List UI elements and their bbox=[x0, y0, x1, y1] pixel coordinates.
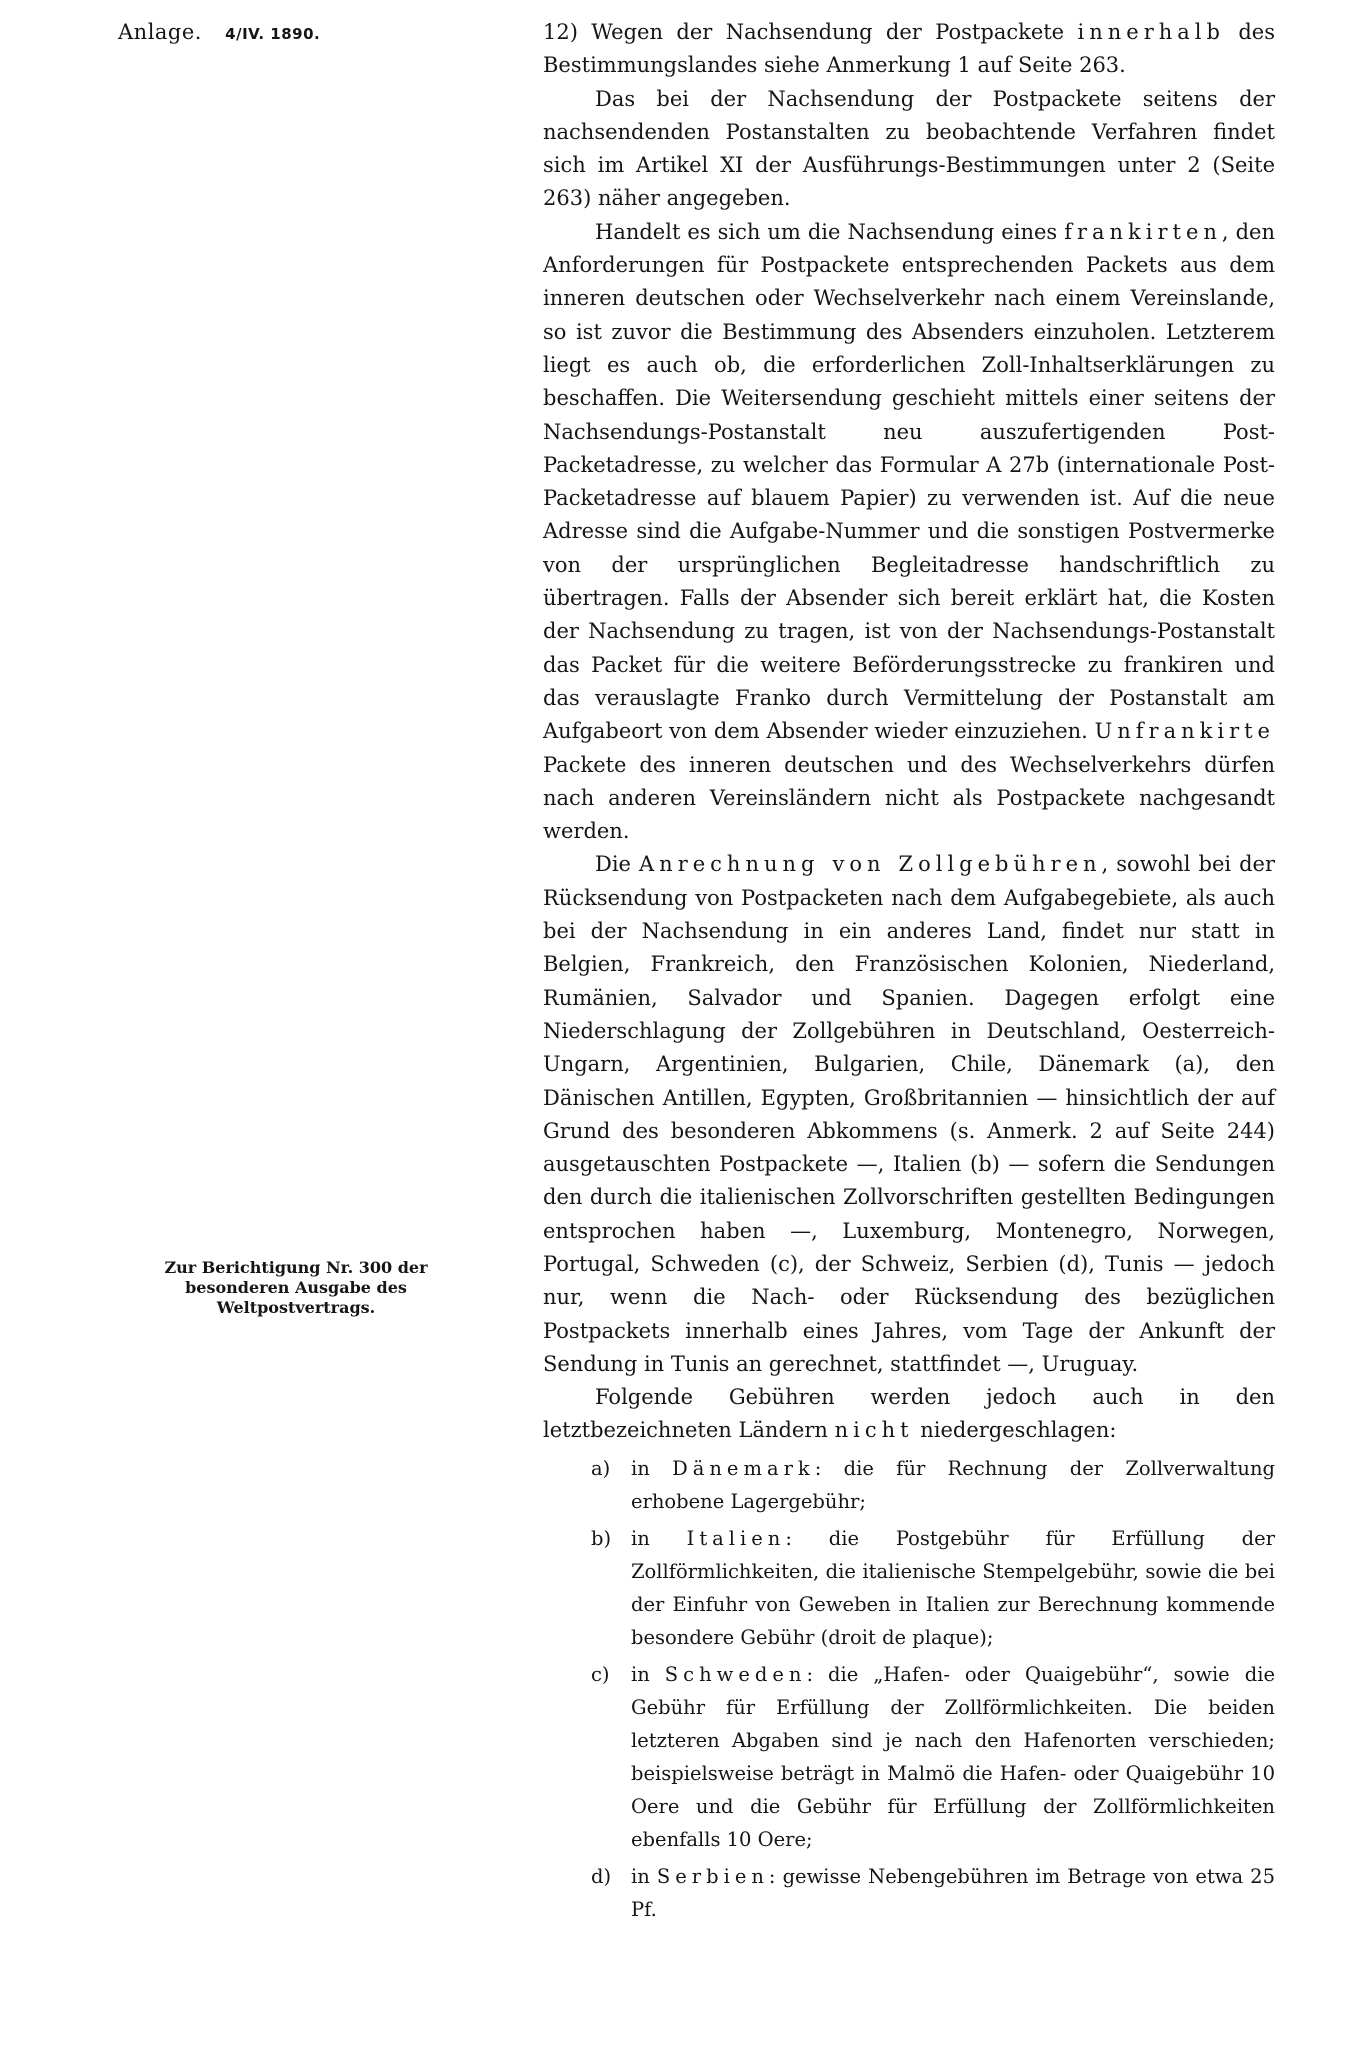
paragraph-1-emphasis: innerhalb bbox=[1077, 20, 1225, 44]
paragraph-1 bbox=[543, 16, 1275, 83]
list-country: Schweden bbox=[664, 1662, 807, 1686]
paragraph-4-text-c: , sowohl bei der Rücksendung von Postpacketen nach dem Aufgabegebiete, als auch bei der Nachsendung in ein anderes Land, findet nur statt in Belgien, Frankreich, den Französischen Kolonien, Niederland, Rumänien, Salvador und Spanien. Dagegen erfolgt eine Niederschlagung der Zollgebühren in Deutschland, Oesterreich-Ungarn, Argentinien, Bulgarien, Chile, Dänemark (a), den Dänischen Antillen, Egypten, Großbritannien — hinsichtlich der auf Grund des besonderen Abkommens (s. Anmerk. 2 auf Seite 244) ausgetauschten Postpackete —, Italien (b) — sofern die Sendungen den durch die italienischen Zollvorschriften gestellten Bedingungen entsprochen haben —, Luxemburg, Montenegro, Norwegen, Portugal, Schweden (c), der Schweiz, Serbien (d), Tunis — jedoch nur, wenn die Nach- oder Rücksendung des bezüglichen Postpackets innerhalb eines Jahres, vom Tage der Ankunft der Sendung in Tunis an gerechnet, stattfindet —, Uruguay. bbox=[543, 852, 1276, 1376]
paragraph-5 bbox=[543, 1381, 1275, 1448]
list-country: Dänemark bbox=[672, 1456, 815, 1480]
list-body: : die „Hafen- oder Quaigebühr“, sowie die Gebühr für Erfüllung der Zollförmlichkeiten. Die beiden letzteren Abgaben sind je nach den Hafenorten verschieden; beispielsweise beträgt in Malmö die Hafen- oder Quaigebühr 10 Oere und die Gebühr für Erfüllung der Zollförmlichkeiten ebenfalls 10 Oere; bbox=[631, 1662, 1275, 1851]
list-label: a) bbox=[591, 1456, 611, 1480]
list-text bbox=[631, 1860, 1275, 1926]
list-pre: in bbox=[631, 1456, 673, 1480]
fee-list bbox=[591, 1452, 1275, 1926]
paragraph-4-emphasis: Anrechnung von Zollgebühren bbox=[639, 852, 1102, 877]
paragraph-3-text-a: Handelt es sich um die Nachsendung eines bbox=[595, 219, 1065, 244]
paragraph-5-text-c: niedergeschlagen: bbox=[913, 1418, 1117, 1443]
paragraph-3-emphasis-frankirten: frankirten bbox=[1064, 219, 1222, 244]
paragraph-2: Das bei der Nachsendung der Postpackete seitens der nachsendenden Postanstalten zu beobachtende Verfahren findet sich im Artikel XI der Ausführungs-Bestimmungen unter 2 (Seite 263) näher angegeben. bbox=[543, 86, 1275, 211]
paragraph-5-text-a: Folgende Gebühren werden jedoch auch in den letztbezeichneten Ländern bbox=[543, 1385, 1275, 1443]
paragraph-3-emphasis-unfrankirte: Unfrankirte bbox=[1094, 719, 1275, 744]
list-country: Serbien bbox=[656, 1864, 769, 1888]
paragraph-1-text-c: des Bestimmungslandes siehe Anmerkung 1 auf Seite 263. bbox=[543, 20, 1275, 78]
paragraph-4 bbox=[543, 848, 1275, 1381]
page-header bbox=[118, 20, 320, 44]
header-number: 4/IV. 1890. bbox=[225, 25, 321, 43]
paragraph-1-text-a: 12) Wegen der Nachsendung der Postpackete bbox=[543, 20, 1078, 44]
list-pre: in bbox=[631, 1864, 657, 1888]
list-text bbox=[631, 1522, 1275, 1654]
list-body: : die Postgebühr für Erfüllung der Zollförmlichkeiten, die italienische Stempelgebühr, sowie die bei der Einfuhr von Geweben in Italien zur Berechnung kommende besondere Gebühr (droit de plaque); bbox=[631, 1526, 1276, 1649]
list-item-italien bbox=[591, 1522, 1275, 1654]
list-item-schweden bbox=[591, 1658, 1275, 1856]
paragraph-5-emphasis: nicht bbox=[834, 1418, 914, 1443]
list-text bbox=[631, 1658, 1275, 1856]
list-country: Italien bbox=[686, 1526, 786, 1550]
paragraph-4-text-a: Die bbox=[595, 852, 639, 877]
list-body: : gewisse Nebengebühren im Betrage von etwa 25 Pf. bbox=[631, 1864, 1275, 1921]
header-label: Anlage. bbox=[118, 20, 202, 44]
list-pre: in bbox=[631, 1662, 665, 1686]
list-label: b) bbox=[591, 1526, 612, 1550]
paragraph-3-text-e: Packete des inneren deutschen und des Wechselverkehrs dürfen nach anderen Vereinsländern nicht als Postpackete nachgesandt werden. bbox=[543, 752, 1275, 844]
list-label: c) bbox=[591, 1662, 610, 1686]
list-body: : die für Rechnung der Zollverwaltung erhobene Lagergebühr; bbox=[631, 1456, 1275, 1513]
main-text bbox=[543, 16, 1275, 1930]
list-item-serbien bbox=[591, 1860, 1275, 1926]
paragraph-3 bbox=[543, 216, 1275, 849]
list-text bbox=[631, 1452, 1275, 1518]
paragraph-3-text-c: , den Anforderungen für Postpackete entsprechenden Packets aus dem inneren deutschen oder Wechselverkehr nach einem Vereinslande, so ist zuvor die Bestimmung des Absenders einzuholen. Letzterem liegt es auch ob, die erforderlichen Zoll-Inhaltserklärungen zu beschaffen. Die Weitersendung geschieht mittels einer seitens der Nachsendungs-Postanstalt neu auszufertigenden Post-Packetadresse, zu welcher das Formular A 27b (internationale Post-Packetadresse auf blauem Papier) zu verwenden ist. Auf die neue Adresse sind die Aufgabe-Nummer und die sonstigen Postvermerke von der ursprünglichen Begleitadresse handschriftlich zu übertragen. Falls der Absender sich bereit erklärt hat, die Kosten der Nachsendung zu tragen, ist von der Nachsendungs-Postanstalt das Packet für die weitere Beförderungsstrecke zu frankiren und das verauslagte Franko durch Vermittelung der Postanstalt am Aufgabeort von dem Absender wieder einzuziehen. bbox=[543, 219, 1276, 744]
list-label: d) bbox=[591, 1864, 612, 1888]
margin-note: Zur Berichtigung Nr. 300 der besonderen Ausgabe des Weltpostvertrags. bbox=[164, 1258, 428, 1317]
list-item-daenemark bbox=[591, 1452, 1275, 1518]
list-pre: in bbox=[631, 1526, 687, 1550]
